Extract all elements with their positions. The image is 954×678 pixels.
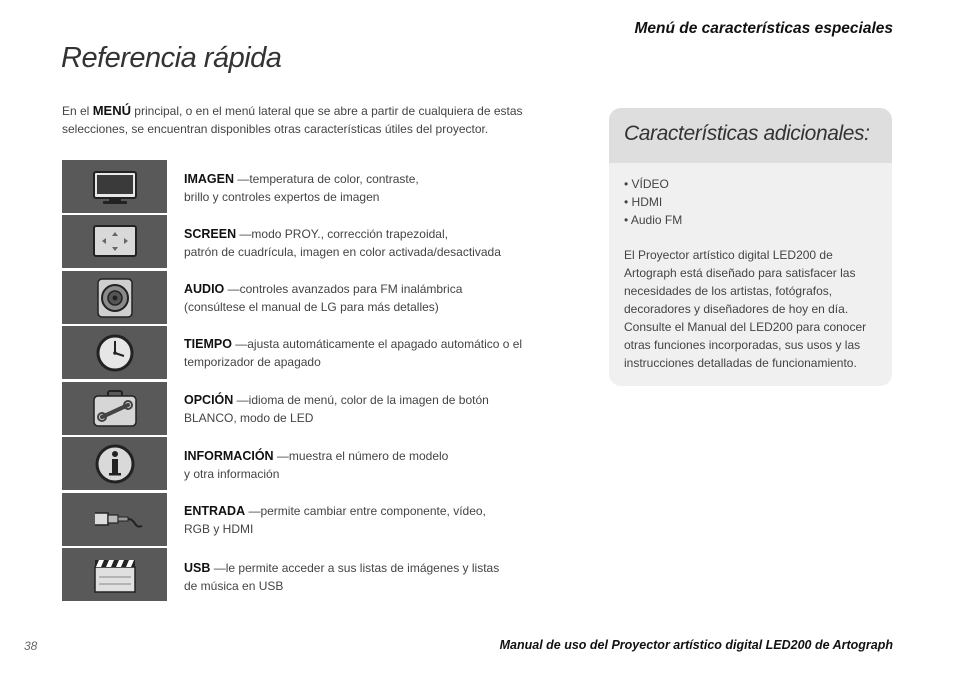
menu-item-desc-2: y otra información [184,467,280,481]
menu-item-screen [184,225,564,261]
menu-item-desc: —modo PROY., corrección trapezoidal, [236,227,448,241]
clock-icon [62,326,167,379]
menu-item-desc: —temperatura de color, contraste, [234,172,419,186]
menu-item-desc-2: temporizador de apagado [184,355,321,369]
menu-item-desc: —muestra el número de modelo [273,449,449,463]
menu-item-desc-2: patrón de cuadrícula, imagen en color activada/desactivada [184,245,501,259]
sidebar-body: El Proyector artístico digital LED200 de Artograph está diseñado para satisfacer las necesidades de los artistas, fotógrafos, decoradores y diseñadores de hoy en día. Consulte el Manual del LED200 para conocer otras funciones incorporadas, sus usos y las instrucciones detalladas de funcionamiento. [624,248,867,370]
menu-item-name: AUDIO [184,282,225,296]
tile-imagen [62,160,167,213]
menu-item-name: ENTRADA [184,504,246,518]
page-title: Referencia rápida [61,42,282,74]
menu-item-name: SCREEN [184,227,237,241]
menu-item-entrada [184,502,564,538]
menu-item-usb [184,559,564,595]
page-number: 38 [24,639,38,653]
tile-audio [62,271,167,324]
menu-item-desc: —controles avanzados para FM inalámbrica [224,282,463,296]
intro-keyword: MENÚ [92,103,131,118]
sidebar-header [609,108,892,163]
tile-entrada [62,493,167,546]
menu-item-desc-2: BLANCO, modo de LED [184,411,314,425]
menu-item-audio [184,280,564,316]
menu-item-name: INFORMACIÓN [184,449,274,463]
keystone-screen-icon [62,215,167,268]
tile-informacion [62,437,167,490]
tile-opcion [62,382,167,435]
menu-item-desc: —permite cambiar entre componente, vídeo, [245,504,486,518]
menu-item-name: TIEMPO [184,337,232,351]
menu-item-informacion [184,447,564,483]
info-icon [62,437,167,490]
menu-item-desc-2: brillo y controles expertos de imagen [184,190,380,204]
menu-item-opcion [184,391,564,427]
menu-item-desc: —idioma de menú, color de la imagen de botón [233,393,489,407]
toolbox-icon [62,382,167,435]
footer-title: Manual de uso del Proyector artístico digital LED200 de Artograph [499,638,893,652]
intro-text-end: principal, o en el menú lateral que se abre a partir de cualquiera de estas selecciones, se encuentran disponibles otras características útiles del proyector. [62,104,523,136]
tile-usb [62,548,167,601]
menu-item-desc: —le permite acceder a sus listas de imágenes y listas [210,561,500,575]
menu-item-imagen [184,170,564,206]
features-list [624,175,682,229]
additional-features-box [609,108,892,386]
menu-item-desc-2: de música en USB [184,579,284,593]
menu-item-desc-2: RGB y HDMI [184,522,254,536]
menu-item-tiempo [184,335,564,371]
sidebar-title: Características adicionales: [624,122,870,145]
intro-paragraph [62,102,562,138]
clapperboard-icon [62,548,167,601]
list-item: • Audio FM [624,213,683,227]
menu-item-name: OPCIÓN [184,393,234,407]
speaker-icon [62,271,167,324]
tile-tiempo [62,326,167,379]
list-item: • VÍDEO [624,177,669,191]
intro-text-start: En el [62,104,93,118]
tile-screen [62,215,167,268]
menu-item-name: IMAGEN [184,172,234,186]
list-item: • HDMI [624,195,663,209]
rca-plug-icon [62,493,167,546]
menu-item-desc: —ajusta automáticamente el apagado automático o el [231,337,523,351]
menu-item-name: USB [184,561,211,575]
menu-item-desc-2: (consúltese el manual de LG para más detalles) [184,300,439,314]
monitor-icon [62,160,167,213]
section-title: Menú de características especiales [634,20,893,37]
